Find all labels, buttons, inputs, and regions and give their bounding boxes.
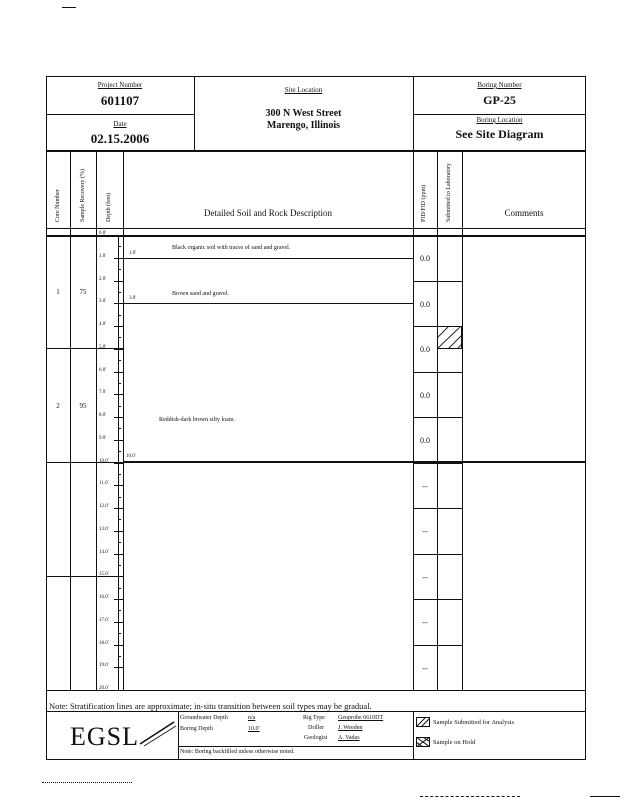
col-line-core <box>70 150 71 690</box>
note-top-line <box>46 690 586 691</box>
depth-half-tick <box>118 610 121 611</box>
pid-reading: -- <box>422 618 428 627</box>
depth-half-tick <box>118 406 121 407</box>
layer-description: Brown sand and gravel. <box>172 291 229 297</box>
sample-recovery: 75 <box>79 288 87 296</box>
depth-half-tick <box>118 337 121 338</box>
site-address-line2: Marengo, Illinois <box>266 120 341 131</box>
date-label: Date <box>113 120 127 128</box>
depth-tick <box>114 508 123 509</box>
depth-half-tick <box>118 315 121 316</box>
site-location-label: Site Location <box>284 86 323 94</box>
legend-submitted-label: Sample Submitted for Analysis <box>433 719 515 726</box>
depth-tick <box>114 258 123 259</box>
date-value: 02.15.2006 <box>90 131 150 146</box>
depth-tick <box>114 349 123 350</box>
depth-tick <box>114 394 123 395</box>
pid-cell-divider <box>413 554 462 555</box>
depth-label: 12.0' <box>99 504 109 509</box>
comments-header: Comments <box>504 208 544 218</box>
depth-label: 18.0' <box>99 640 109 646</box>
header-divider <box>413 114 586 115</box>
depth-tick <box>114 440 123 441</box>
layer-boundary <box>123 461 586 463</box>
depth-label: 16.0' <box>99 595 109 600</box>
pid-reading: 0.0 <box>420 254 430 263</box>
depth-label: 2.0' <box>99 276 107 282</box>
depth-label: 9.0' <box>99 435 107 441</box>
depth-half-tick <box>118 565 121 566</box>
depth-tick <box>114 599 123 600</box>
depth-tick <box>114 622 123 623</box>
depth-tick <box>114 303 123 304</box>
boring-location: See Site Diagram <box>455 127 544 141</box>
depth-label: 14.0' <box>99 549 109 555</box>
core-boundary <box>46 348 123 349</box>
boring-number: GP-25 <box>483 93 516 107</box>
depth-half-tick <box>118 292 121 293</box>
depth-header: Depth (feet) <box>106 192 112 222</box>
stratification-note: Note: Stratification lines are approximate; in-situ transition between soil types may be gradual. <box>49 701 372 711</box>
depth-half-tick <box>118 497 121 498</box>
pid-reading: -- <box>422 663 428 673</box>
sample-recovery-header: Sample Recovery (%) <box>80 169 86 222</box>
depth-label: 7.0' <box>99 390 107 396</box>
depth-tick <box>114 667 123 668</box>
depth-tick <box>114 645 123 646</box>
depth-half-tick <box>118 360 121 361</box>
header-bottom-line <box>46 150 586 152</box>
pid-reading: -- <box>422 481 428 491</box>
legend-hatch-icon <box>416 717 430 727</box>
pid-reading: 0.0 <box>420 390 430 400</box>
scan-mark <box>420 796 520 797</box>
core-number: 2 <box>56 402 60 410</box>
project-number: 601107 <box>100 93 140 108</box>
pid-cell-divider <box>413 463 462 464</box>
depth-half-tick <box>118 269 121 270</box>
depth-half-tick <box>118 383 121 384</box>
depth-label: 4.0' <box>99 322 107 327</box>
depth-half-tick <box>118 519 121 520</box>
legend-hold-label: Sample on Hold <box>433 739 476 746</box>
egsl-logo-text: EGSL <box>70 722 139 751</box>
pid-reading: 0.0 <box>420 299 430 309</box>
col-line-depth <box>123 150 124 690</box>
boring-number-label: Boring Number <box>477 81 522 89</box>
depth-half-tick <box>118 656 121 657</box>
depth-half-tick <box>118 588 121 589</box>
depth-tick <box>114 235 123 236</box>
depth-label: 11.0' <box>99 481 109 487</box>
depth-label: 8.0' <box>99 413 107 418</box>
driller-value: J. Weeden <box>338 725 363 731</box>
layer-description: Reddish-dark brown silty loam. <box>159 417 235 423</box>
core-number: 1 <box>56 288 60 296</box>
site-address-line1: 300 N West Street <box>265 108 342 119</box>
depth-label: 6.0' <box>99 367 107 373</box>
depth-tick <box>114 326 123 327</box>
legend-crosshatch-icon <box>416 737 430 747</box>
logo-swoosh <box>138 718 178 748</box>
scan-mark <box>62 7 76 8</box>
sample-submitted-hatch <box>437 326 462 349</box>
pid-cell-divider <box>413 372 462 373</box>
pid-cell-divider <box>413 281 462 282</box>
geologist-label: Geologist <box>304 735 328 741</box>
depth-label: 13.0' <box>99 526 109 532</box>
backfill-note: Note: Boring backfilled unless otherwise noted. <box>180 749 295 755</box>
layer-depth-label: 10.0' <box>126 454 136 459</box>
rig-type-value: Geoprobe 6610DT <box>338 715 384 721</box>
pid-cell-divider <box>413 599 462 600</box>
col-line-description <box>413 150 414 690</box>
depth-label: 20.0' <box>99 686 109 691</box>
layer-boundary <box>123 258 413 259</box>
depth-tick <box>114 485 123 486</box>
scan-mark <box>42 782 132 783</box>
depth-label: 17.0' <box>99 617 109 623</box>
depth-tick <box>114 372 123 373</box>
driller-label: Driller <box>308 725 324 731</box>
depth-label: 0.0' <box>99 231 107 236</box>
depth-label: 1.0' <box>99 253 107 259</box>
depth-tick <box>114 463 123 464</box>
pid-reading: -- <box>422 572 428 582</box>
depth-label: 5.0' <box>99 344 107 350</box>
layer-depth-label: 1.0' <box>129 251 137 256</box>
depth-tick <box>114 281 123 282</box>
egsl-logo <box>46 712 178 760</box>
pid-reading: 0.0 <box>420 436 430 445</box>
boring-log-frame <box>46 76 586 760</box>
depth-label: 19.0' <box>99 663 109 669</box>
boring-location-label: Boring Location <box>476 116 523 124</box>
depth-tick <box>114 554 123 555</box>
depth-label: 10.0' <box>99 458 109 464</box>
sample-recovery: 95 <box>79 402 87 410</box>
project-number-label: Project Number <box>97 81 143 89</box>
groundwater-value: n/a <box>248 715 256 721</box>
depth-tick <box>114 576 123 577</box>
boring-depth-value: 10.0' <box>248 726 260 732</box>
footer-col-line <box>413 711 414 760</box>
core-number-header: Core Number <box>55 189 61 222</box>
pid-reading: -- <box>422 527 428 536</box>
core-boundary <box>46 576 123 577</box>
rig-type-label: Rig Type <box>303 715 325 721</box>
column-header-bottom <box>46 235 586 237</box>
depth-half-tick <box>118 633 121 634</box>
footer-inner-line <box>178 746 413 747</box>
description-header: Detailed Soil and Rock Description <box>204 208 332 218</box>
depth-tick <box>114 417 123 418</box>
depth-half-tick <box>118 246 121 247</box>
core-boundary <box>46 462 123 463</box>
submitted-header: Submitted to Laboratory <box>446 163 452 222</box>
col-line-submitted <box>462 150 463 690</box>
layer-description: Black organic soil with traces of sand and gravel. <box>172 245 291 251</box>
geologist-value: A. Vadas <box>338 735 360 741</box>
pid-header: PID/FID (ppm) <box>421 184 427 222</box>
column-header-bottom <box>46 228 586 229</box>
layer-depth-label: 3.0' <box>129 296 137 301</box>
depth-label: 3.0' <box>99 299 107 305</box>
depth-label: 15.0' <box>99 572 109 578</box>
footer-col-line <box>178 711 179 760</box>
pid-cell-divider <box>413 508 462 509</box>
col-line-recovery <box>96 150 97 690</box>
pid-cell-divider <box>413 645 462 646</box>
depth-half-tick <box>118 428 121 429</box>
depth-half-tick <box>118 451 121 452</box>
depth-half-tick <box>118 474 121 475</box>
depth-tick <box>114 531 123 532</box>
pid-reading: 0.0 <box>420 345 430 354</box>
scan-mark <box>590 796 620 797</box>
header-divider <box>46 114 194 115</box>
depth-half-tick <box>118 542 121 543</box>
groundwater-label: Groundwater Depth <box>180 715 228 721</box>
pid-cell-divider <box>413 417 462 418</box>
col-line-pid <box>437 150 438 690</box>
boring-depth-label: Boring Depth <box>180 726 213 732</box>
layer-boundary <box>123 303 413 304</box>
